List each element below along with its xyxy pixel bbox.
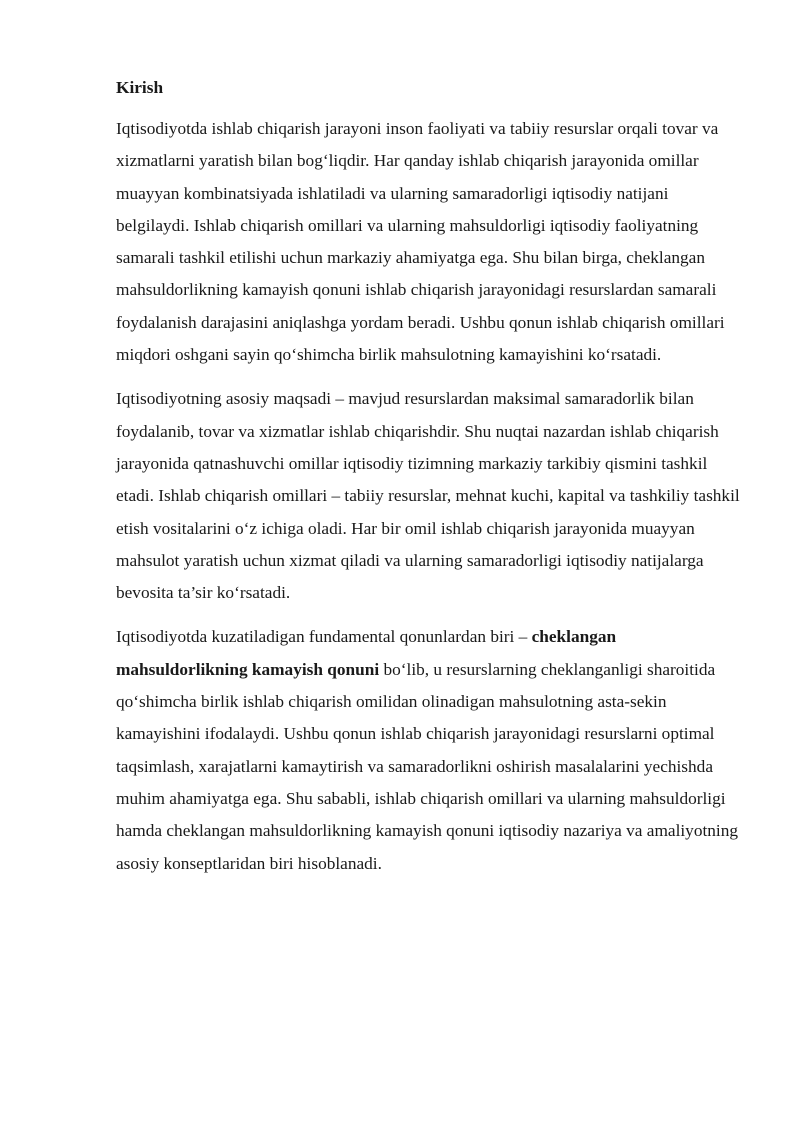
paragraph-2: Iqtisodiyotning asosiy maqsadi – mavjud resurslardan maksimal samaradorlik bilan foydalanib, tovar va xizmatlar ishlab chiqarishdir. Shu nuqtai nazardan ishlab chiqarish jarayonida qatnashuvchi omillar iqtisodiy tizimning markaziy tarkibiy qismini tashkil etadi. Ishlab chiqarish omillari – tabiiy resurslar, mehnat kuchi, kapital va tashkiliy tashkil etish vositalarini o‘z ichiga oladi. Har bir omil ishlab chiqarish jarayonida muayyan mahsulot yaratish uchun xizmat qiladi va ularning samaradorligi iqtisodiy natijalarga bevosita ta’sir ko‘rsatadi. [116,389,740,603]
document-body [116,74,746,892]
paragraph-1: Iqtisodiyotda ishlab chiqarish jarayoni inson faoliyati va tabiiy resurslar orqali tovar va xizmatlarni yaratish bilan bog‘liqdir. Har qanday ishlab chiqarish jarayonida omillar muayyan kombinatsiyada ishlatiladi va ularning samaradorligi iqtisodiy natijani belgilaydi. Ishlab chiqarish omillari va ularning mahsuldorligi iqtisodiy faoliyatning samarali tashkil etilishi uchun markaziy ahamiyatga ega. Shu bilan birga, cheklangan mahsuldorlikning kamayish qonuni ishlab chiqarish jarayonidagi resurslardan samarali foydalanish darajasini aniqlashga yordam beradi. Ushbu qonun ishlab chiqarish omillari miqdori oshgani sayin qo‘shimcha birlik mahsulotning kamayishini ko‘rsatadi. [116,119,725,365]
section-heading: Kirish [116,78,164,97]
paragraph-3-intro: Iqtisodiyotda kuzatiladigan fundamental qonunlardan biri – [116,627,532,647]
paragraph-3-rest: bo‘lib, u resurslarning cheklanganligi sharoitida qo‘shimcha birlik ishlab chiqarish omilidan olinadigan mahsulotning asta-sekin kamayishini ifodalaydi. Ushbu qonun ishlab chiqarish jarayonidagi resurslarni optimal taqsimlash, xarajatlarni kamaytirish va samaradorlikni oshirish masalalarini yechishda muhim ahamiyatga ega. Shu sababli, ishlab chiqarish omillari va ularning mahsuldorligi hamda cheklangan mahsuldorlikning kamayish qonuni iqtisodiy nazariya va amaliyotning asosiy konseptlaridan biri hisoblanadi. [116,659,738,873]
paragraph-3 [116,621,746,879]
paragraph-3-bold-term: cheklangan mahsuldorlikning kamayish qonuni [116,627,617,679]
